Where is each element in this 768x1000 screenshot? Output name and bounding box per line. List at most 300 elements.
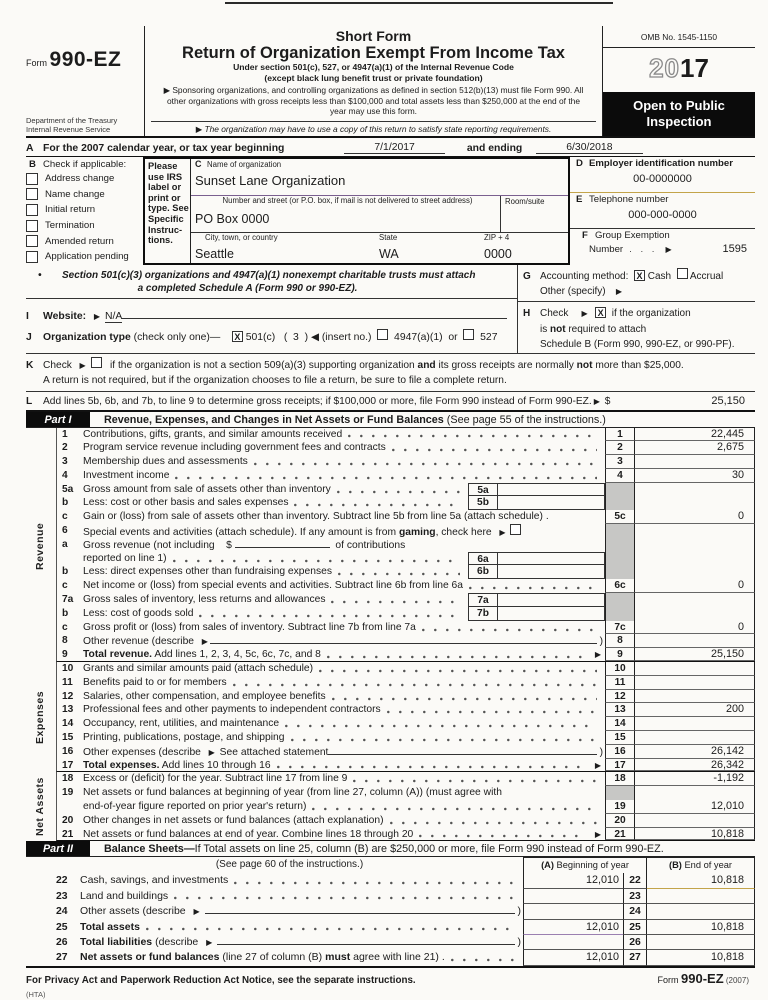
text: Total expenses.: [83, 759, 160, 771]
amount-field-18[interactable]: -1,192: [635, 772, 755, 786]
part2-title: Balance Sheets—If Total assets on line 25, column (B) are $250,000 or more, file Form 990 instead of Form 990-EZ.: [104, 843, 664, 856]
form-header: [26, 26, 755, 138]
arrow-icon: ▶: [594, 760, 601, 770]
col-a-field-22[interactable]: 12,010: [523, 873, 623, 888]
checkbox-label: Application pending: [45, 251, 129, 263]
amount-field-9[interactable]: 25,150: [635, 648, 755, 661]
text: Add lines 5b, 6b, and 7b, to line 9 to determine gross receipts; if $100,000 or more, file Form 990 instead of Form 990-EZ.: [43, 395, 592, 407]
line-description: [83, 731, 605, 745]
text: Special events and activities (attach schedule). If any amount is from: [83, 527, 399, 538]
page-title: Return of Organization Exempt From Income Tax: [182, 44, 565, 62]
line-number: 9: [62, 649, 68, 661]
sub-amount-field[interactable]: [498, 552, 605, 566]
arrow-icon: ▶: [79, 360, 86, 370]
line-number-box: 3: [605, 455, 635, 469]
text: of contributions: [329, 539, 406, 551]
state-label: State: [379, 233, 398, 242]
line-number-box: 6c: [605, 579, 635, 593]
blank-underline[interactable]: [217, 935, 514, 945]
line-number-box: 26: [623, 935, 647, 950]
part1-row-13: [56, 703, 755, 717]
text: if the organization: [606, 308, 691, 319]
line-a-letter: A: [26, 143, 34, 154]
part1-row-5a: [56, 483, 755, 497]
subtitle-2: (except black lung benefit trust or private foundation): [264, 72, 483, 83]
amount-field-12[interactable]: [635, 690, 755, 704]
dot-leader: [254, 457, 597, 467]
part1-title: Revenue, Expenses, and Changes in Net Assets or Fund Balances (See page 55 of the instructions.): [104, 413, 606, 426]
col-b-field-25[interactable]: 10,818: [647, 920, 755, 935]
line-description: [83, 662, 605, 676]
line-number: 23: [56, 890, 68, 902]
line-description: [83, 483, 468, 497]
line-description: [83, 828, 605, 841]
part1-row-b: [56, 496, 755, 510]
part1-row-3: [56, 455, 755, 469]
text: , check here: [435, 527, 498, 538]
line-number: c: [62, 580, 68, 592]
sub-line-box: 7a: [468, 593, 498, 607]
dot-leader: [173, 554, 460, 564]
hta-mark: (HTA): [26, 989, 46, 999]
line-description: [83, 524, 605, 538]
ein-phone-block: [570, 157, 755, 265]
shaded-cell: [605, 593, 635, 607]
amount-field-17[interactable]: 26,342: [635, 759, 755, 772]
arrow-icon: ▶: [206, 937, 213, 947]
schedule-a-note-line1: Section 501(c)(3) organizations and 4947(a)(1) nonexempt charitable trusts must attach: [62, 270, 476, 281]
schedule-a-note: [26, 265, 517, 299]
col-a-field-25[interactable]: 12,010: [523, 920, 623, 935]
checkbox[interactable]: [26, 188, 38, 200]
amount-field[interactable]: [635, 565, 755, 579]
line-number: 17: [62, 759, 74, 771]
line-number: 11: [62, 676, 73, 688]
line-number: 15: [62, 732, 74, 744]
line-number-box: 15: [605, 731, 635, 745]
line-number-box: 5c: [605, 510, 635, 524]
part1-row: [56, 552, 755, 566]
gross-receipts-field[interactable]: 25,150: [711, 394, 745, 407]
checkbox[interactable]: [510, 524, 521, 535]
text: Professional fees and other payments to independent contractors: [83, 704, 381, 716]
dot-leader: . . .: [629, 244, 658, 255]
line-number: 3: [62, 456, 68, 468]
amount-field[interactable]: [635, 524, 755, 538]
text: if the organization is not a section 509(a)(3) supporting organization: [101, 359, 418, 371]
dot-leader: [175, 471, 597, 481]
line-number-box: 12: [605, 690, 635, 704]
dot-leader: [337, 485, 460, 495]
col-b-field-23[interactable]: [647, 889, 755, 904]
part1-row-12: [56, 690, 755, 704]
col-b-field-27[interactable]: 10,818: [647, 950, 755, 965]
line-g-letter: G: [523, 271, 531, 282]
amount-field[interactable]: [635, 607, 755, 621]
dot-leader: [174, 891, 515, 901]
line-description: [80, 920, 523, 935]
line-description: [83, 648, 605, 661]
shaded-cell: [605, 786, 635, 800]
amount-field-6c[interactable]: 0: [635, 579, 755, 593]
left-gh-column: [26, 265, 518, 353]
part2-row-23: [56, 889, 755, 904]
text: Printing, publications, postage, and shipping: [83, 732, 285, 744]
line-number: 25: [56, 921, 68, 933]
city-state-zip-row: [191, 233, 568, 263]
open-to-public-badge: [603, 92, 755, 136]
part2-row-25: [56, 920, 755, 935]
amount-field-19[interactable]: 12,010: [635, 800, 755, 814]
city-label: City, town, or country: [205, 233, 278, 242]
street-field[interactable]: PO Box 0000: [195, 212, 270, 226]
line-description: [83, 745, 605, 759]
line-k-line2: A return is not required, but if the organization chooses to file a return, be sure to file a complete return.: [43, 374, 507, 386]
text: Grants and similar amounts paid (attach schedule): [83, 663, 314, 675]
room-suite-field[interactable]: Room/suite: [500, 196, 568, 232]
part1-row-1: [56, 428, 755, 442]
text: not: [576, 359, 593, 371]
checkbox[interactable]: [26, 235, 38, 247]
amount-field-1[interactable]: 22,445: [635, 428, 755, 442]
checkbox[interactable]: [677, 268, 688, 279]
accounting-method-options[interactable]: [540, 268, 723, 284]
part1-row-10: [56, 662, 755, 676]
org-name-field[interactable]: Sunset Lane Organization: [195, 173, 346, 188]
line-number: 21: [62, 828, 74, 840]
tax-year-line: [26, 138, 755, 157]
text: Cash, savings, and investments: [80, 874, 229, 887]
line-number: 4: [62, 469, 68, 481]
omb-year-block: [603, 26, 755, 136]
text: (line 27 of column (B): [219, 951, 326, 964]
line-number: 22: [56, 875, 68, 887]
amount-field-10[interactable]: [635, 662, 755, 676]
line-number-box: 25: [623, 920, 647, 935]
part1-row-7a: [56, 593, 755, 607]
line-number-box: 8: [605, 634, 635, 648]
amount-field-13[interactable]: 200: [635, 703, 755, 717]
see-page-note: (See page 60 of the instructions.): [215, 859, 364, 871]
line-description: [83, 607, 468, 621]
text: Benefits paid to or for members: [83, 676, 227, 688]
part1-row-21: [56, 828, 755, 842]
checkbox-label: Initial return: [45, 204, 96, 216]
website-line: [26, 299, 517, 323]
line-k-check[interactable]: [43, 357, 684, 373]
text: Less: cost or other basis and sales expenses: [83, 497, 289, 509]
text: (check only one)—: [130, 332, 232, 343]
col-a-field-27[interactable]: 12,010: [523, 950, 623, 965]
line-description: [83, 772, 605, 786]
blank-underline[interactable]: [122, 309, 507, 319]
text: more than $25,000.: [592, 359, 684, 371]
org-name-row: [191, 159, 568, 196]
amount-field-3[interactable]: [635, 455, 755, 469]
part2-table: [26, 857, 755, 965]
line-number-box: 1: [605, 428, 635, 442]
checkbox-item-amended-return[interactable]: [26, 233, 143, 249]
text: Gross amount from sale of assets other than inventory: [83, 483, 331, 495]
text: Investment income: [83, 469, 170, 481]
line-number: 7a: [62, 594, 74, 606]
zip-field[interactable]: 0000: [484, 247, 512, 261]
amount-field-15[interactable]: [635, 731, 755, 745]
line-description: [80, 935, 523, 950]
checkbox-item-address-change[interactable]: [26, 171, 143, 187]
checkbox-label: Name change: [45, 188, 105, 200]
dot-leader: [294, 498, 460, 508]
checkbox[interactable]: [463, 329, 474, 340]
line-description: [83, 552, 468, 566]
part1-row-17: [56, 759, 755, 773]
underlined-value: N/A: [104, 311, 123, 322]
irs-label-instructions: Please use IRS label or print or type. See Specific Instruc- tions.: [145, 159, 191, 263]
amount-field-8[interactable]: [635, 634, 755, 648]
line-description: [83, 814, 605, 828]
line-number: 5a: [62, 483, 74, 495]
line-number: 13: [62, 704, 74, 716]
line-description: [83, 538, 605, 552]
blank-underline[interactable]: [210, 634, 597, 644]
sub-line-box: 5a: [468, 483, 498, 497]
line-number: 19: [62, 787, 74, 799]
text: ): [596, 636, 603, 648]
group-exemption-label: Group Exemption: [595, 230, 670, 241]
amount-field[interactable]: [635, 483, 755, 497]
part1-bar: [26, 412, 755, 428]
checkbox[interactable]: [26, 204, 38, 216]
shaded-cell: [605, 552, 635, 566]
text: required to attach: [565, 323, 647, 335]
text: 4947(a)(1) or: [388, 332, 464, 343]
dot-leader: [285, 719, 597, 729]
name-address-box: [143, 157, 570, 265]
text: Net assets or fund balances at end of year. Combine lines 18 through 20: [83, 828, 414, 840]
line-description: [80, 889, 523, 904]
amount-field-11[interactable]: [635, 676, 755, 690]
col-a-field-23[interactable]: [523, 889, 623, 904]
schedule-b-check[interactable]: [540, 306, 691, 322]
part1-row-6: [56, 524, 755, 538]
line-description: [83, 593, 468, 607]
part1-row-7c: [56, 621, 755, 635]
blank-underline[interactable]: [235, 538, 330, 548]
dot-leader: [291, 733, 598, 743]
checkbox-item-name-change[interactable]: [26, 187, 143, 203]
phone-field[interactable]: 000-000-0000: [628, 209, 697, 221]
line-number-box: 23: [623, 889, 647, 904]
checkbox-item-initial-return[interactable]: [26, 202, 143, 218]
end-date-field[interactable]: 6/30/2018: [536, 142, 642, 154]
amount-field-4[interactable]: 30: [635, 469, 755, 483]
arrow-icon: ▶: [665, 245, 672, 254]
text: Gross sales of inventory, less returns and allowances: [83, 594, 326, 606]
sub-line-box: 7b: [468, 607, 498, 621]
checkbox-checked[interactable]: X: [232, 331, 243, 342]
part1-row-9: [56, 648, 755, 662]
text: Add lines 1, 2, 3, 4, 5c, 6c, 7c, and 8: [152, 649, 321, 661]
omb-number: OMB No. 1545-1150: [603, 26, 755, 48]
line-number-box: 7c: [605, 621, 635, 635]
sponsoring-note: ▶ Sponsoring organizations, and controlling organizations as defined in section 512(b)(13) must file Form 990. All other organizations with gross receipts less than $100,000 and total assets less than $250,000 at the end of the year may use this form.: [163, 85, 584, 116]
group-exemption-field[interactable]: 1595: [722, 243, 747, 255]
col-a-field-24[interactable]: [523, 904, 623, 919]
text: Total assets: [80, 920, 140, 933]
part1-row-20: [56, 814, 755, 828]
line-number-box: 19: [605, 800, 635, 814]
block-f-letter: F: [582, 230, 588, 241]
text: Gross profit or (loss) from sales of inventory. Subtract line 7b from line 7a: [83, 621, 416, 633]
line-number: 10: [62, 663, 74, 675]
shaded-cell: [605, 607, 635, 621]
sub-amount-field[interactable]: [498, 565, 605, 579]
line-number: c: [62, 621, 68, 633]
dot-leader: [331, 595, 460, 605]
sub-amount-field[interactable]: [498, 496, 605, 510]
amount-field-21[interactable]: 10,818: [635, 828, 755, 841]
text: agree with line 21) .: [350, 951, 445, 964]
text: Schedule B (Form 990, 990-EZ, or 990-PF).: [540, 339, 735, 350]
line-description: [83, 800, 605, 814]
street-row: [191, 196, 568, 233]
amount-field-5c[interactable]: 0: [635, 510, 755, 524]
line-description: [83, 703, 605, 717]
amount-field-14[interactable]: [635, 717, 755, 731]
line-description: [83, 510, 605, 524]
underlined-value: See attached statement: [220, 746, 329, 759]
col-a-field-26[interactable]: [523, 935, 623, 950]
ein-field[interactable]: 00-0000000: [633, 173, 692, 185]
bullet-icon: •: [38, 270, 42, 281]
line-k-letter: K: [26, 359, 34, 371]
sub-amount-field[interactable]: [498, 593, 605, 607]
amount-field[interactable]: [635, 593, 755, 607]
schedule-b-line2: [523, 322, 755, 338]
checkbox-checked[interactable]: X: [595, 307, 606, 318]
checkbox[interactable]: [26, 173, 38, 185]
dot-leader: [233, 678, 597, 688]
form-number: [26, 48, 144, 72]
checkbox[interactable]: [91, 357, 102, 368]
col-b-field-22[interactable]: 10,818: [647, 873, 755, 888]
sub-amount-field[interactable]: [498, 607, 605, 621]
part1-row-2: [56, 441, 755, 455]
city-field[interactable]: Seattle: [195, 247, 234, 261]
state-field[interactable]: WA: [379, 247, 399, 261]
text: Other revenue (describe: [83, 636, 200, 648]
text: Add lines 10 through 16: [159, 759, 271, 771]
organization-type-options[interactable]: [43, 329, 507, 343]
line-number: b: [62, 497, 69, 509]
street-label: Number and street (or P.O. box, if mail is not delivered to street address): [222, 196, 473, 205]
col-b-field-26[interactable]: [647, 935, 755, 950]
text: Program service revenue including government fees and contracts: [83, 442, 386, 454]
website-field[interactable]: [43, 309, 507, 323]
checkbox-item-termination[interactable]: [26, 218, 143, 234]
line-number-box: 18: [605, 772, 635, 786]
state-reporting-note: ▶ The organization may have to use a copy of this return to satisfy state reporting requirements.: [151, 121, 596, 136]
amount-field-2[interactable]: 2,675: [635, 441, 755, 455]
amount-field[interactable]: [635, 496, 755, 510]
checkbox[interactable]: [377, 329, 388, 340]
checkbox[interactable]: [26, 220, 38, 232]
text: gaming: [398, 527, 436, 538]
dot-leader: [327, 650, 585, 660]
line-description: [80, 904, 523, 919]
text: ): [514, 935, 521, 948]
sub-amount-field[interactable]: [498, 483, 605, 497]
schedule-b-line3: [523, 337, 755, 353]
shaded-cell: [605, 496, 635, 510]
group-exemption-row: [570, 229, 755, 265]
arrow-icon: ▶: [615, 287, 623, 296]
line-number-box: 2: [605, 441, 635, 455]
net-assets-side-label: Net Assets: [34, 777, 46, 836]
line-description: [83, 717, 605, 731]
amount-field[interactable]: [635, 552, 755, 566]
text: $: [601, 395, 611, 407]
amount-field-7c[interactable]: 0: [635, 621, 755, 635]
line-description: [83, 455, 605, 469]
blank-underline[interactable]: [328, 745, 596, 755]
text: 501(c) ( 3 ) ◀ (insert no.): [242, 332, 378, 343]
text: Cash: [644, 271, 677, 282]
amount-field[interactable]: [635, 786, 755, 800]
footer-form-id: Form 990-EZ (2007): [657, 970, 749, 986]
part2-tag: Part II: [26, 841, 90, 856]
dot-leader: [332, 692, 597, 702]
name-address-fields: [191, 159, 568, 263]
checkbox-checked[interactable]: X: [634, 270, 645, 281]
line-description: [83, 690, 605, 704]
accounting-other-specify[interactable]: [523, 284, 755, 299]
shaded-cell: [605, 538, 635, 552]
checkbox[interactable]: [26, 251, 38, 263]
line-description: [83, 496, 468, 510]
begin-date-field[interactable]: 7/1/2017: [344, 142, 444, 154]
page-footer: [26, 966, 755, 986]
line-number-box: 14: [605, 717, 635, 731]
part1-row-4: [56, 469, 755, 483]
line-l-letter: L: [26, 395, 33, 407]
arrow-icon: ▶: [193, 907, 200, 917]
block-d-letter: D: [576, 158, 583, 169]
col-b-header: (B) End of year: [647, 857, 755, 873]
shaded-cell: [605, 524, 635, 538]
text: ): [514, 905, 521, 918]
line-number-box: 21: [605, 828, 635, 841]
blank-underline[interactable]: [205, 904, 515, 914]
text: Net income or (loss) from special events and activities. Subtract line 6b from line 6a: [83, 580, 464, 592]
and-ending-label: and ending: [466, 143, 523, 154]
line-description: [83, 786, 605, 800]
tax-year: [603, 48, 755, 87]
sub-line-box: 6a: [468, 552, 498, 566]
amount-field-20[interactable]: [635, 814, 755, 828]
text: (describe: [152, 935, 205, 948]
checkbox-item-application-pending[interactable]: [26, 249, 143, 265]
block-b-letter: B: [29, 159, 36, 170]
text: Gross revenue (not including $: [83, 539, 235, 551]
col-b-field-24[interactable]: [647, 904, 755, 919]
line-number: 14: [62, 718, 74, 730]
line-i-letter: I: [26, 311, 29, 322]
text: Other (specify): [540, 286, 614, 297]
dot-leader: [199, 609, 460, 619]
amount-field[interactable]: [635, 538, 755, 552]
amount-field-16[interactable]: 26,142: [635, 745, 755, 759]
